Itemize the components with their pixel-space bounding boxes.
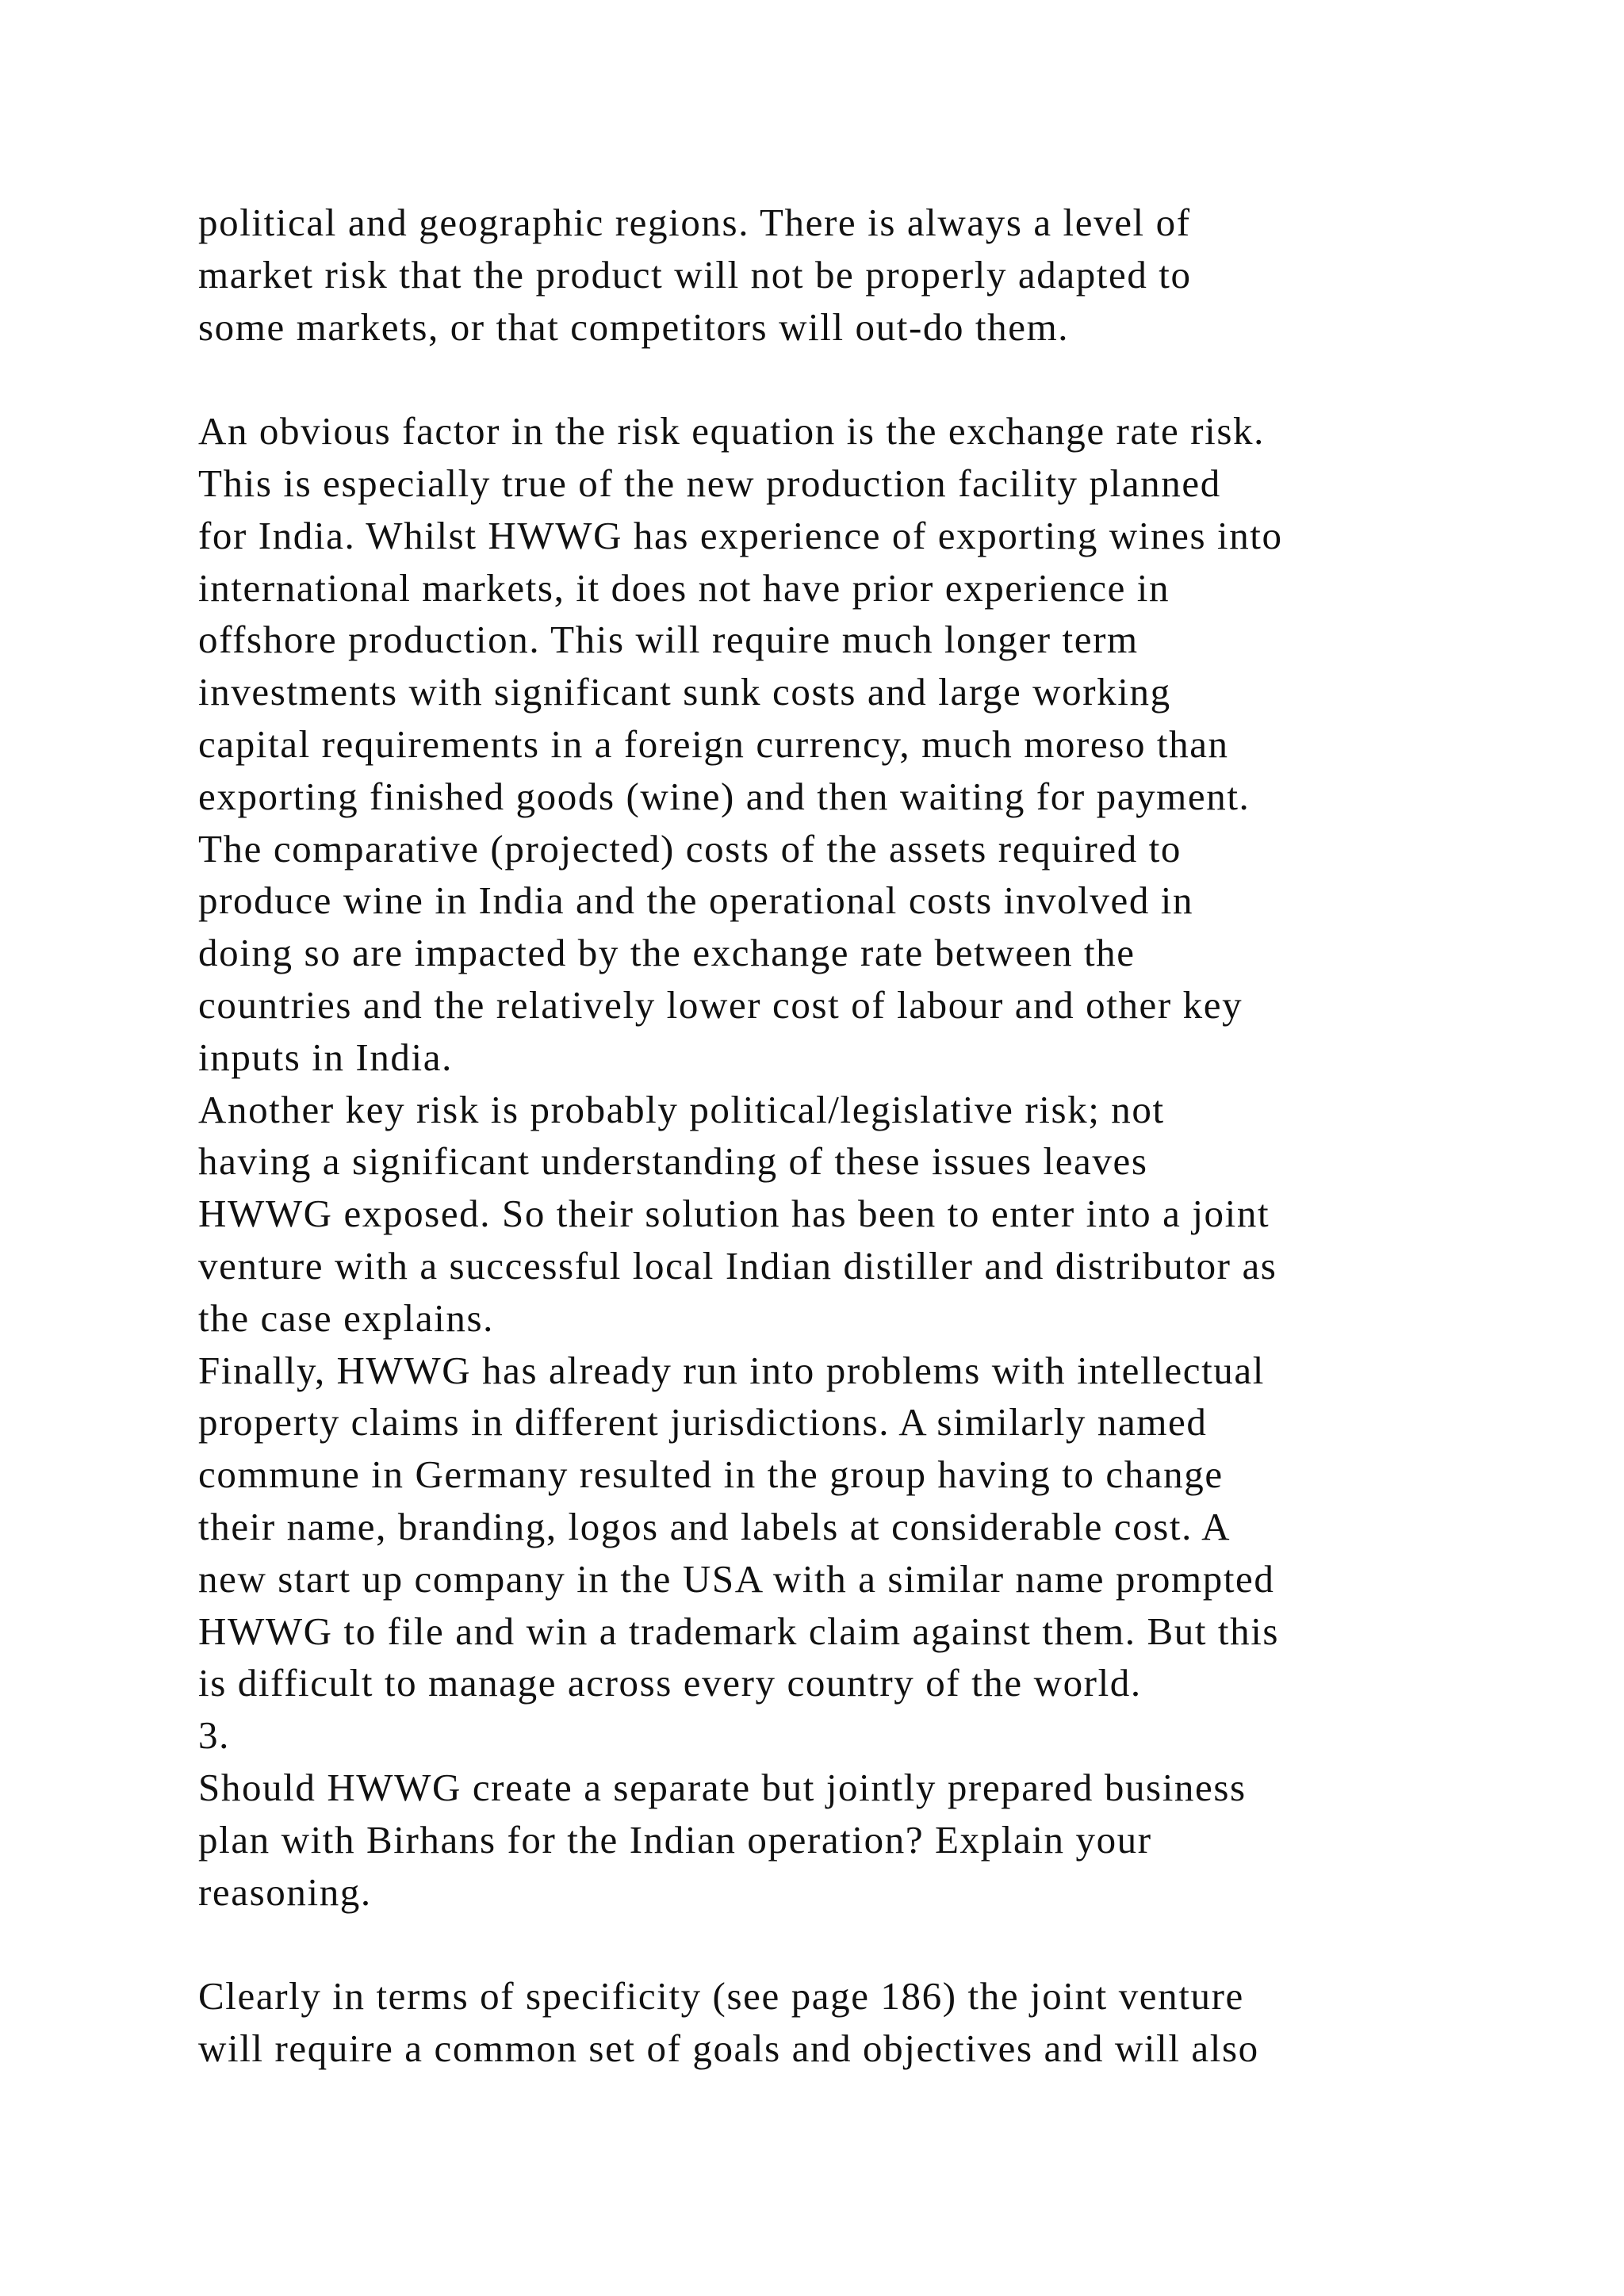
text-line: venture with a successful local Indian distiller and distributor as — [198, 1243, 1277, 1288]
text-line: international markets, it does not have prior experience in — [198, 565, 1170, 610]
text-line: Another key risk is probably political/legislative risk; not — [198, 1087, 1165, 1131]
text-line: will require a common set of goals and objectives and will also — [198, 2026, 1259, 2070]
text-line: inputs in India. — [198, 1035, 453, 1079]
text-line: having a significant understanding of these issues leaves — [198, 1139, 1148, 1184]
text-line: exporting finished goods (wine) and then waiting for payment. — [198, 774, 1251, 818]
text-line: offshore production. This will require much longer term — [198, 618, 1139, 662]
text-line: market risk that the product will not be properly adapted to — [198, 252, 1192, 297]
text-line: capital requirements in a foreign currency, much moreso than — [198, 721, 1229, 766]
text-line: An obvious factor in the risk equation is the exchange rate risk. — [198, 409, 1265, 453]
text-line: HWWG to file and win a trademark claim against them. But this — [198, 1609, 1280, 1653]
text-line: the case explains. — [198, 1295, 495, 1340]
text-line: new start up company in the USA with a similar name prompted — [198, 1556, 1275, 1601]
question-text: plan with Birhans for the Indian operation? Explain your — [198, 1817, 1152, 1862]
text-line: some markets, or that competitors will out-do them. — [198, 304, 1070, 349]
blank-line — [198, 353, 1507, 405]
question-text: Should HWWG create a separate but jointly prepared business — [198, 1765, 1247, 1809]
text-line: their name, branding, logos and labels at considerable cost. A — [198, 1504, 1231, 1548]
text-line: commune in Germany resulted in the group having to change — [198, 1452, 1224, 1497]
text-line: is difficult to manage across every country of the world. — [198, 1661, 1142, 1705]
text-line: investments with significant sunk costs and large working — [198, 670, 1171, 714]
text-line: for India. Whilst HWWG has experience of exporting wines into — [198, 513, 1283, 557]
text-line: doing so are impacted by the exchange rate between the — [198, 931, 1136, 975]
text-line: The comparative (projected) costs of the assets required to — [198, 826, 1182, 871]
text-line: political and geographic regions. There is always a level of — [198, 201, 1191, 244]
text-line: This is especially true of the new production facility planned — [198, 461, 1221, 505]
text-line: produce wine in India and the operational costs involved in — [198, 878, 1194, 923]
question-text: reasoning. — [198, 1869, 372, 1914]
text-line: Clearly in terms of specificity (see page 186) the joint venture — [198, 1974, 1244, 2019]
blank-line — [198, 1918, 1507, 1970]
text-line: Finally, HWWG has already run into problems with intellectual — [198, 1348, 1265, 1392]
text-line: HWWG exposed. So their solution has been to enter into a joint — [198, 1192, 1270, 1236]
text-line: countries and the relatively lower cost of labour and other key — [198, 982, 1243, 1027]
document-page — [198, 197, 1507, 2075]
text-line: property claims in different jurisdictions. A similarly named — [198, 1400, 1208, 1445]
question-number: 3. — [198, 1713, 230, 1758]
